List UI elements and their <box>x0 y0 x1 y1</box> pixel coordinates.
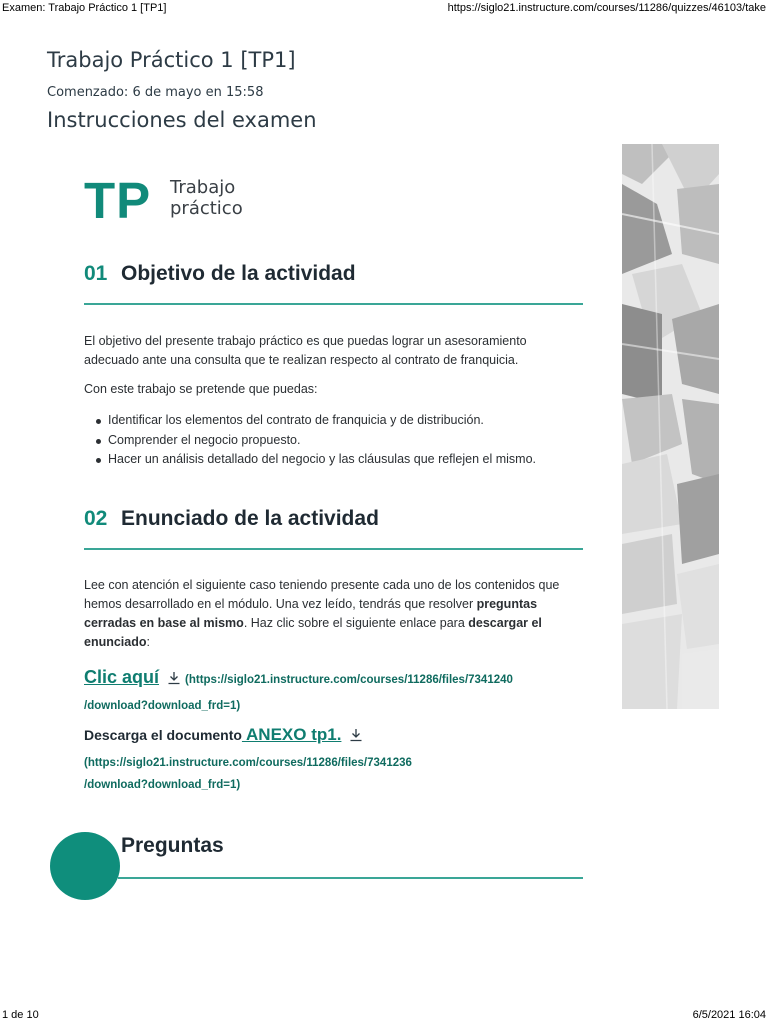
list-item: Hacer un análisis detallado del negocio y las cláusulas que reflejen el mismo. <box>84 450 584 470</box>
tp-logo-text <box>170 177 290 219</box>
download-link-row-2b <box>84 753 412 771</box>
section-divider <box>84 548 583 550</box>
statement-paragraph <box>84 576 574 652</box>
print-footer <box>0 1008 768 1024</box>
download-link-row-2 <box>84 725 367 745</box>
print-header-url: https://siglo21.instructure.com/courses/11286/quizzes/46103/take <box>447 2 766 14</box>
preguntas-title: Preguntas <box>121 834 224 857</box>
clic-aqui-url-continued[interactable]: /download?download_frd=1) <box>84 700 241 712</box>
list-item: Identificar los elementos del contrato de franquicia y de distribución. <box>84 411 584 431</box>
decorative-side-image <box>622 144 719 709</box>
preguntas-circle-decoration <box>50 832 120 900</box>
download-link-row-1b <box>84 696 240 714</box>
objective-list <box>84 411 584 470</box>
download-icon <box>167 671 181 685</box>
section-divider <box>84 303 583 305</box>
section-title: Enunciado de la actividad <box>121 507 379 530</box>
statement-text: Lee con atención el siguiente caso teniendo presente cada uno de los contenidos que hemos desarrollado en el módulo. Una vez leído, tendrás que resolver <box>84 578 560 611</box>
tp-logo-line1: Trabajo <box>170 177 236 198</box>
tp-logo-line2: práctico <box>170 198 243 219</box>
download-icon <box>349 728 363 742</box>
statement-text: . Haz clic sobre el siguiente enlace para <box>243 616 469 630</box>
quiz-started-time: Comenzado: 6 de mayo en 15:58 <box>47 85 264 100</box>
print-header <box>0 0 768 16</box>
section-title: Objetivo de la actividad <box>121 262 356 285</box>
clic-aqui-link[interactable]: Clic aquí <box>84 667 160 687</box>
page-number: 1 de 10 <box>2 1009 39 1021</box>
objective-intro: Con este trabajo se pretende que puedas: <box>84 382 318 396</box>
download-link-row-2c <box>84 775 240 793</box>
preguntas-divider <box>118 877 583 879</box>
instructions-title: Instrucciones del examen <box>47 108 317 132</box>
tp-logo-abbr: TP <box>84 172 152 229</box>
anexo-link[interactable]: ANEXO tp1. <box>241 725 342 744</box>
print-header-title: Examen: Trabajo Práctico 1 [TP1] <box>2 2 167 14</box>
statement-bold-text: descargar el enunciado <box>84 616 542 649</box>
section-number: 01 <box>84 262 108 285</box>
download-link-row-1 <box>84 667 513 688</box>
print-datetime: 6/5/2021 16:04 <box>692 1009 766 1021</box>
anexo-url-continued[interactable]: /download?download_frd=1) <box>84 779 241 791</box>
document-prefix: Descarga el documento <box>84 727 242 743</box>
anexo-url[interactable]: (https://siglo21.instructure.com/courses/11286/files/7341236 <box>84 757 412 769</box>
section-number: 02 <box>84 507 108 530</box>
statement-text: : <box>146 635 150 649</box>
quiz-title: Trabajo Práctico 1 [TP1] <box>47 48 296 72</box>
objective-paragraph: El objetivo del presente trabajo práctico es que puedas lograr un asesoramiento adecuado ante una consulta que te realizan respecto al contrato de franquicia. <box>84 334 527 367</box>
list-item: Comprender el negocio propuesto. <box>84 431 584 451</box>
statement-bold-text: preguntas cerradas en base al mismo <box>84 597 538 630</box>
clic-aqui-url[interactable]: (https://siglo21.instructure.com/courses/11286/files/7341240 <box>185 674 513 686</box>
